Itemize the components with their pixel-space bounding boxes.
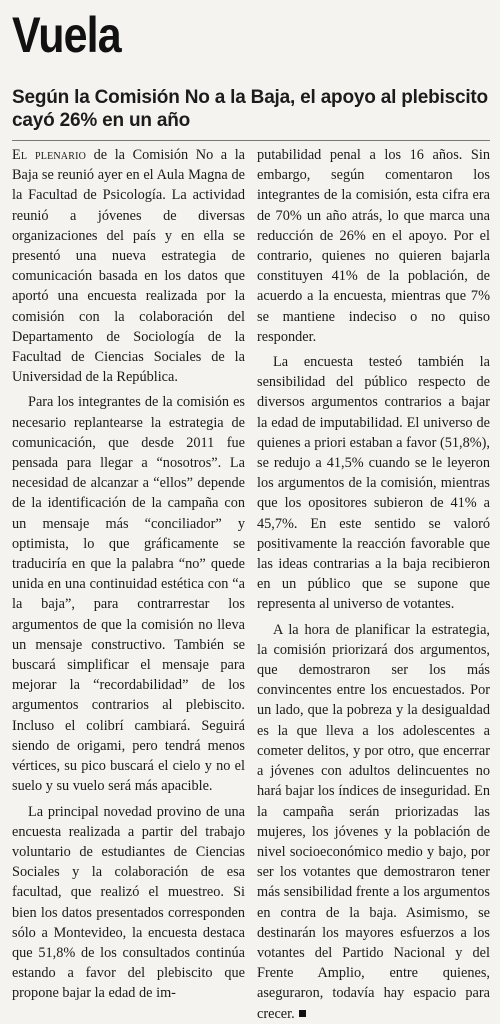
paragraph-text: de la Comisión No a la Baja se reunió ayer en el Aula Magna de la Facultad de Psicología. La actividad reunió a jóvenes de diversas organizaciones del país y en ella se presentó una nueva estrategia de comunicación basada en los datos que aportó una encuesta realizada por la comisión con la colaboración del Departamento de Sociología de la Facultad de Ciencias Sociales de la Universidad de la República. [12, 147, 246, 386]
column-right [257, 145, 490, 1024]
article-headline: Vuela [12, 7, 121, 63]
paragraph: Para los integrantes de la comisión es necesario replantearse la estrategia de comunicación, que desde 2011 fue pensada para llegar a “nosotros”. La necesidad de alcanzar a “ellos” depende de la identificación de la campaña con un mensaje más “conciliador” y optimista, lo que gráficamente se traduciría en que la palabra “no” quede unida en una continuidad estética con “a la baja”, para contrarrestar los argumentos de que la comisión no lleva un mensaje constructivo. También se buscará simplificar el mensaje para mejorar la “recordabilidad” de los argumentos contrarios al plebiscito. Incluso el colibrí cambiará. Seguirá siendo de origami, pero tendrá menos vértices, su pico buscará el cielo y no el suelo y su vuelo será más apacible. [12, 394, 245, 795]
header-divider [12, 140, 490, 141]
lead-word: El plenario [12, 147, 87, 163]
paragraph-text: A la hora de planificar la estrategia, la comisión priorizará dos argumentos, que demostraron ser los más convincentes entre los encuestados. Por un lado, que la pobreza y la desigualdad es la que lleva a los adolescentes a cometer delitos, y por otro, que encerrar a jóvenes con adultos delincuentes no hará bajar los índices de inseguridad. En la campaña serán priorizadas las mujeres, los jóvenes y la población de nivel socioeconómico medio y bajo, por ser los votantes que demostraron tener más sensibilidad frente a los argumentos en contra de la baja. Asimismo, se destinarán los mayores esfuerzos a los votantes del Partido Nacional y del Frente Amplio, entre quienes, aseguraron, todavía hay espacio para crecer. [257, 621, 490, 1022]
paragraph [257, 620, 490, 1024]
end-of-article-mark [299, 1010, 306, 1017]
paragraph: putabilidad penal a los 16 años. Sin embargo, según comentaron los integrantes de la comisión, esta cifra era de 70% un año atrás, lo que marca una reducción de 26% en el apoyo. Por el contrario, quienes no quieren bajarla constituyen 41% de la población, de acuerdo a la encuesta, mientras que 7% se mantiene indeciso o no quiso responder. [257, 147, 490, 345]
article-subheadline: Según la Comisión No a la Baja, el apoyo al plebiscito cayó 26% en un año [12, 87, 488, 131]
column-left [12, 145, 245, 1024]
paragraph: La principal novedad provino de una encuesta realizada a partir del trabajo voluntario de estudiantes de Ciencias Sociales y la colaboración de esa facultad, que realizó el muestreo. Si bien los datos presentados corresponden sólo a Montevideo, la encuesta destaca que 51,8% de los consultados continúa estando a favor del plebiscito que propone bajar la edad de im- [12, 803, 245, 1002]
paragraph [12, 145, 245, 387]
paragraph: La encuesta testeó también la sensibilidad del público respecto de diversos argumentos contrarios a bajar la edad de imputabilidad. El universo de quienes a priori estaban a favor (51,8%), se redujo a 41,5% cuando se le leyeron los argumentos de la comisión, mientras que los opositores subieron de 41% a 45,7%. En este sentido se valoró positivamente la reacción favorable que las ideas contrarias a la baja recibieron en un público que se supone que representa al universo de votantes. [257, 354, 490, 613]
article-body [12, 145, 490, 1024]
